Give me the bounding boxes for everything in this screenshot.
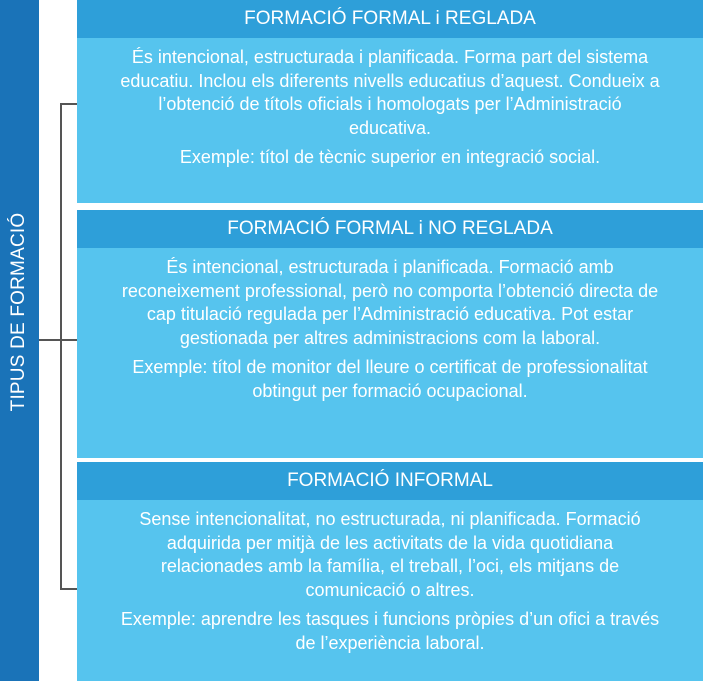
side-label-bar xyxy=(0,0,39,681)
connector-to-side-label xyxy=(39,339,61,341)
box-title: FORMACIÓ INFORMAL xyxy=(77,462,703,500)
side-label-text: TIPUS DE FORMACIÓ xyxy=(8,212,29,412)
connector-branch-3 xyxy=(60,588,77,590)
box-title: FORMACIÓ FORMAL i REGLADA xyxy=(77,0,703,38)
box-formal-no-reglada xyxy=(77,210,703,458)
box-body xyxy=(77,500,703,655)
box-description: Sense intencionalitat, no estructurada, ni planificada. Formació adquirida per mitjà de les activitats de la vida quotidiana relacionades amb la família, el treball, l’oci, els mitjans de comunicació o altres. xyxy=(139,509,641,600)
box-formal-reglada xyxy=(77,0,703,203)
connector-branch-2 xyxy=(60,339,77,341)
box-body xyxy=(77,248,703,403)
box-informal xyxy=(77,462,703,681)
box-example: Exemple: aprendre les tasques i funcions pròpies d’un ofici a través de l’experiència laboral. xyxy=(120,609,660,653)
box-body xyxy=(77,38,703,170)
connector-trunk xyxy=(60,103,62,590)
box-description: És intencional, estructurada i planificada. Forma part del sistema educatiu. Inclou els diferents nivells educatius d’aquest. Condueix a l’obtenció de títols oficials i homologats per l’Administració educativa. xyxy=(120,47,660,138)
box-description: És intencional, estructurada i planificada. Formació amb reconeixement professional, però no comporta l’obtenció directa de cap titulació regulada per l’Administració educativa. Pot estar gestionada per altres administracions com la laboral. xyxy=(121,257,659,348)
connector-branch-1 xyxy=(60,103,77,105)
box-example: Exemple: títol de monitor del lleure o certificat de professionalitat obtingut per formació ocupacional. xyxy=(132,357,648,401)
box-title: FORMACIÓ FORMAL i NO REGLADA xyxy=(77,210,703,248)
box-example: Exemple: títol de tècnic superior en integració social. xyxy=(179,147,601,167)
